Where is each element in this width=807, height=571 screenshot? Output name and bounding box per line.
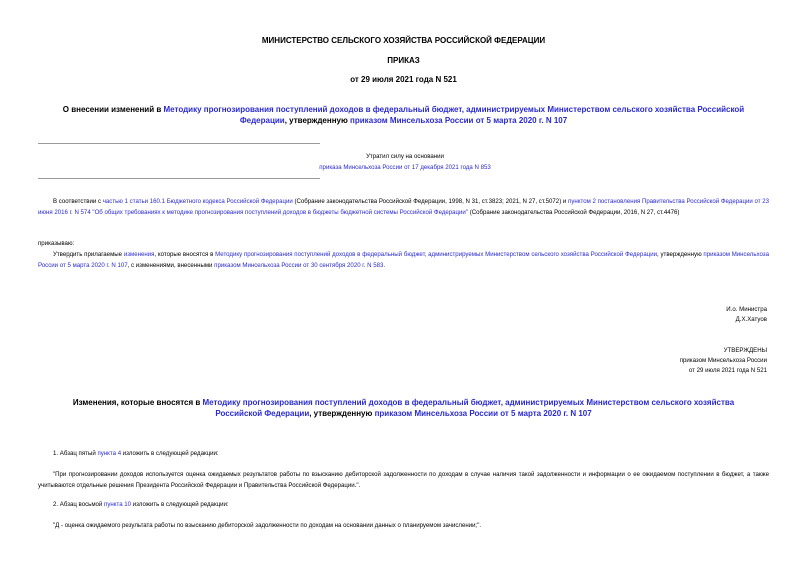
item-1-text-b: изложить в следующей редакции:	[121, 450, 219, 457]
item-1-text-a: 1. Абзац пятый	[53, 450, 98, 457]
doc-date-number: от 29 июля 2021 года N 521	[350, 75, 457, 84]
changes-title-order-link[interactable]: приказом Минсельхоза России от 5 марта 2020 г. N 107	[374, 409, 592, 418]
divider-bottom	[38, 178, 320, 179]
item-1	[53, 449, 219, 460]
order-583-link[interactable]: приказом Минсельхоза России от 30 сентября 2020 г. N 583	[214, 261, 384, 269]
signature-position: И.о. Министра	[726, 306, 767, 313]
title-prefix: О внесении изменений в	[62, 105, 164, 114]
item-2-quote: "Д - оценка ожидаемого результата работы по взысканию дебиторской задолженности по доходам на основании данных о планируемом зачислении;".	[53, 522, 482, 529]
changes-title-methodology-link[interactable]: Методику прогнозирования поступлений доходов в федеральный бюджет, администрируемых Министерством сельского хозяйства Российской Федерации	[202, 398, 735, 418]
approval-line3: от 29 июля 2021 года N 521	[688, 367, 767, 374]
preamble-paragraph	[38, 197, 769, 218]
signature-name: Д.Х.Хатуов	[735, 316, 767, 323]
item-2	[53, 500, 229, 511]
ministry-heading: МИНИСТЕРСТВО СЕЛЬСКОГО ХОЗЯЙСТВА РОССИЙСКОЙ ФЕДЕРАЦИИ	[261, 36, 546, 45]
title-methodology-link[interactable]: Методику прогнозирования поступлений доходов в федеральный бюджет, администрируемых Министерством сельского хозяйства Российской Федерации	[163, 105, 745, 125]
approve-text-d: , с изменениями, внесенными	[127, 261, 215, 269]
divider-top	[38, 143, 320, 144]
changes-title-prefix: Изменения, которые вносятся в	[72, 398, 203, 407]
preamble-text-c: (Собрание законодательства Российской Федерации, 2016, N 27, ст.4476)	[468, 208, 680, 216]
approve-text-b: , которые вносятся в	[154, 251, 216, 258]
doc-type-heading: ПРИКАЗ	[387, 56, 420, 65]
changes-title-middle: , утвержденную	[309, 409, 375, 418]
title-order-link[interactable]: приказом Минсельхоза России от 5 марта 2020 г. N 107	[350, 116, 568, 125]
approval-line2: приказом Минсельхоза России	[679, 357, 767, 364]
expired-note-text: Утратил силу на основании	[366, 153, 444, 160]
approve-paragraph	[38, 250, 769, 271]
approve-text-c: , утвержденную	[657, 251, 704, 258]
government-decree-link[interactable]: пунктом 2 постановления Правительства Российской Федерации от 23 июня 2016 г. N 574 "Об общих требованиях к методике прогнозирования поступлений доходов в бюджеты бюджетной системы Российской Федерации"	[38, 198, 770, 216]
order-107-link[interactable]: приказом Минсельхоза России от 5 марта 2020 г. N 107	[38, 251, 769, 269]
item-1-quote: "При прогнозировании доходов используется оценка ожидаемых результатов работы по взысканию дебиторской задолженности по доходам в случае наличия такой задолженности и информации о ее ожидаемом поступлении в бюджет, а также учитываются отдельные решения Президента Российской Федерации и Правительства Российской Федерации.".	[38, 471, 769, 489]
changes-title	[55, 397, 752, 419]
item-2-text-b: изложить в следующей редакции:	[131, 501, 229, 508]
item-2-link[interactable]: пункта 10	[104, 501, 132, 508]
item-2-text-a: 2. Абзац восьмой	[53, 501, 105, 508]
changes-link[interactable]: изменения	[123, 251, 155, 258]
approval-line1: УТВЕРЖДЕНЫ	[723, 347, 767, 354]
methodology-link[interactable]: Методику прогнозирования поступлений доходов в федеральный бюджет, администрируемых Министерством сельского хозяйства Российской Федерации	[215, 251, 658, 258]
approve-text-a: Утвердить прилагаемые	[53, 251, 124, 258]
order-word: приказываю:	[38, 240, 75, 247]
preamble-text-a: В соответствии с	[53, 198, 103, 205]
expired-note-link[interactable]: приказа Минсельхоза России от 17 декабря 2021 года N 853	[319, 163, 491, 171]
item-1-link[interactable]: пункта 4	[97, 450, 122, 457]
expired-note	[300, 152, 510, 173]
approve-text-e: .	[383, 261, 386, 269]
preamble-text-b: (Собрание законодательства Российской Федерации, 1998, N 31, ст.3823; 2021, N 27, ст.5072) и	[292, 198, 569, 205]
signature-block	[726, 305, 767, 325]
budget-code-link[interactable]: частью 1 статьи 160.1 Бюджетного кодекса Российской Федерации	[102, 198, 293, 205]
title-middle: , утвержденную	[284, 116, 351, 125]
document-title	[50, 104, 757, 126]
approval-block	[680, 346, 767, 376]
